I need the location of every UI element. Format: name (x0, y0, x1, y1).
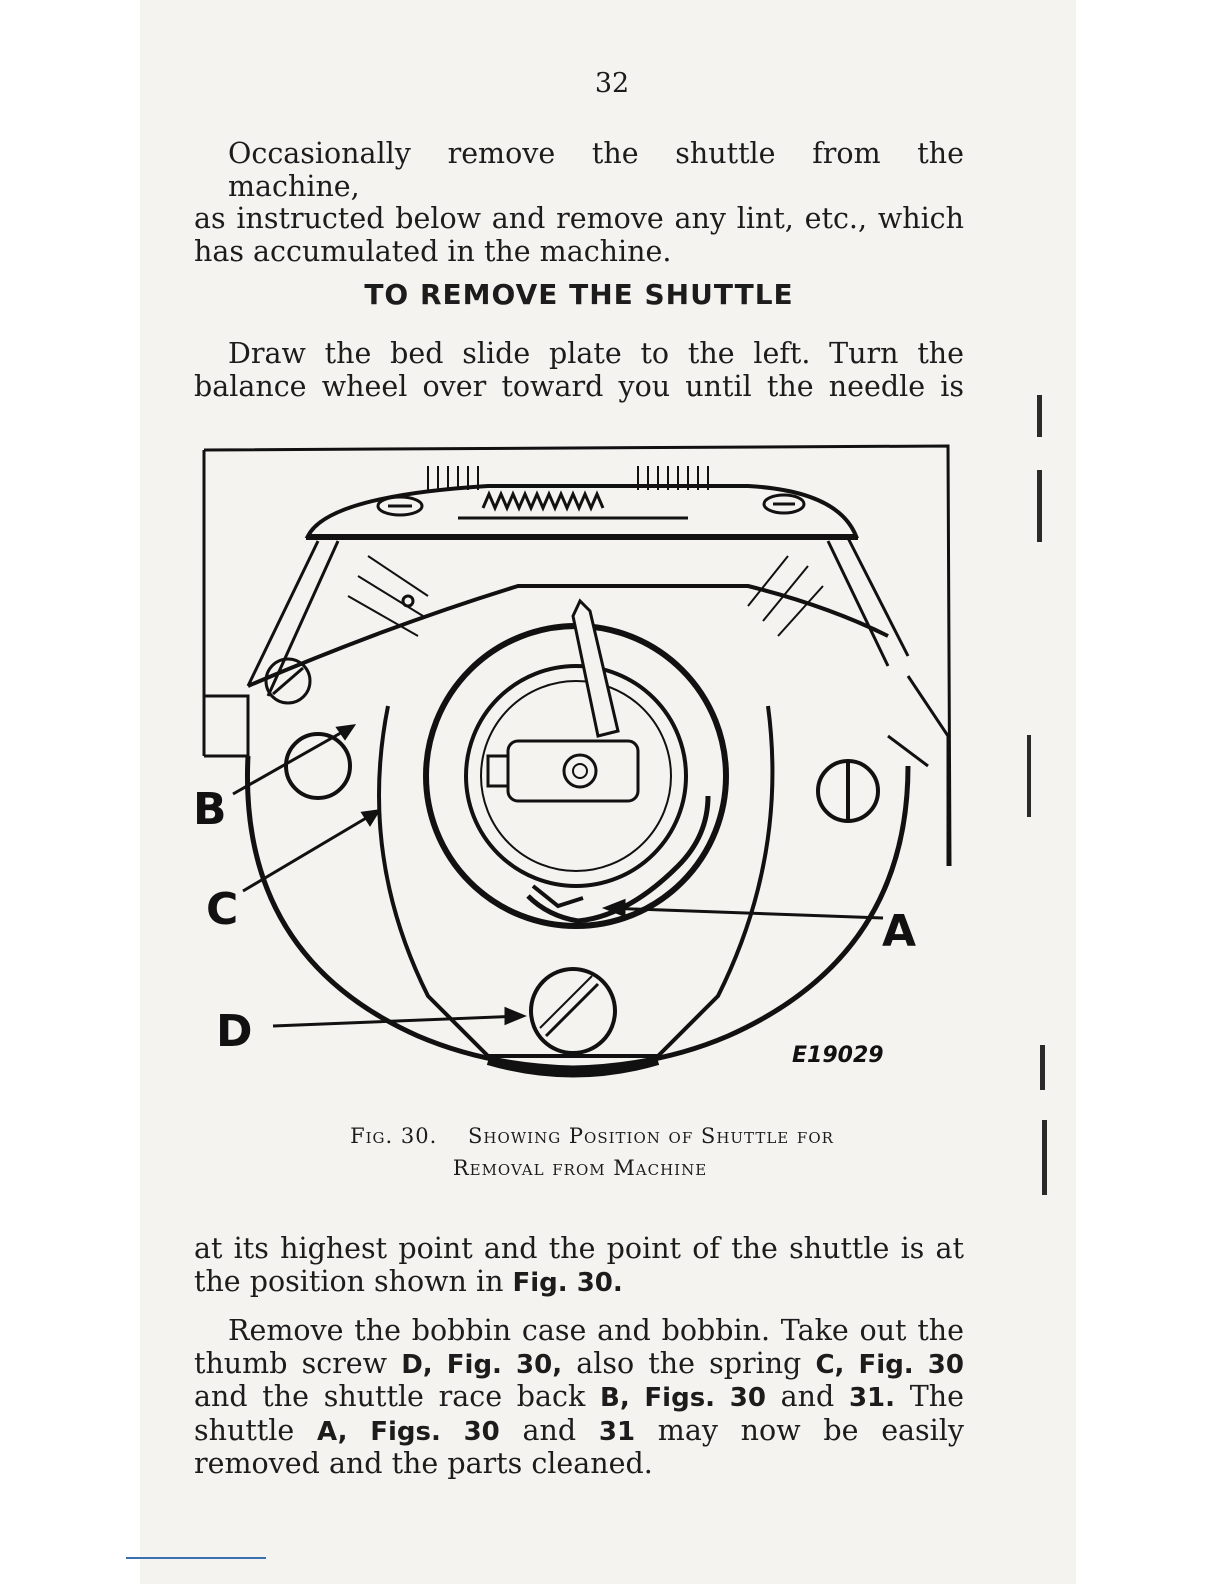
figure-caption (190, 1120, 970, 1184)
fig-reference: 31. (848, 1383, 896, 1413)
caption-title-line1: Showing Position of Shuttle for (468, 1124, 834, 1148)
removal-text: may now be easily removed and the parts cleaned. (194, 1413, 965, 1480)
instruction-paragraph (194, 338, 964, 403)
removal-text: and (499, 1413, 599, 1447)
caption-title-line2: Removal from Machine (452, 1156, 708, 1180)
removal-text: Remove the bobbin case and bobbin. Take out the thumb screw (194, 1314, 964, 1380)
intro-line: has accumulated in the machine. (194, 234, 672, 268)
removal-text: The shuttle (194, 1380, 964, 1447)
intro-line: Occasionally remove the shuttle from the machine, (228, 137, 964, 203)
instruction-line: balance wheel over toward you until the needle is (194, 369, 964, 403)
binding-mark (1037, 470, 1042, 542)
shuttle-figure (188, 436, 958, 1096)
intro-paragraph (194, 138, 964, 268)
figure-label-c: C (206, 884, 239, 935)
part-reference-d: D, Fig. 30, (401, 1349, 563, 1380)
footer-rule (126, 1557, 266, 1559)
binding-mark (1027, 735, 1031, 817)
continuation-paragraph (194, 1233, 964, 1299)
fig-reference: Fig. 30. (512, 1267, 623, 1298)
figure-code: E19029 (792, 1043, 884, 1068)
figure-label-d: D (216, 1006, 253, 1057)
caption-fig-number: Fig. 30. (350, 1124, 438, 1148)
fig-reference: 31 (598, 1416, 636, 1447)
caption-line (190, 1120, 970, 1152)
part-reference-c: C, Fig. 30 (815, 1349, 964, 1380)
removal-text: also the spring (562, 1346, 816, 1380)
shuttle-illustration (188, 436, 958, 1096)
section-heading: TO REMOVE THE SHUTTLE (364, 278, 794, 311)
removal-text: and the shuttle race back (194, 1380, 600, 1413)
figure-label-b: B (193, 784, 227, 835)
binding-mark (1037, 395, 1042, 437)
binding-mark (1040, 1045, 1045, 1090)
removal-text: and (765, 1380, 849, 1413)
part-reference-b: B, Figs. 30 (600, 1383, 766, 1413)
figure-label-a: A (882, 906, 917, 957)
intro-line: as instructed below and remove any lint, etc., which (194, 202, 964, 235)
binding-mark (1042, 1120, 1047, 1195)
continuation-text: at its highest point and the point of the shuttle is at the position shown in (194, 1232, 964, 1298)
page-number: 32 (594, 68, 630, 99)
part-reference-a: A, Figs. 30 (316, 1416, 500, 1447)
removal-paragraph (194, 1315, 964, 1481)
instruction-line: Draw the bed slide plate to the left. Turn the (228, 337, 964, 370)
